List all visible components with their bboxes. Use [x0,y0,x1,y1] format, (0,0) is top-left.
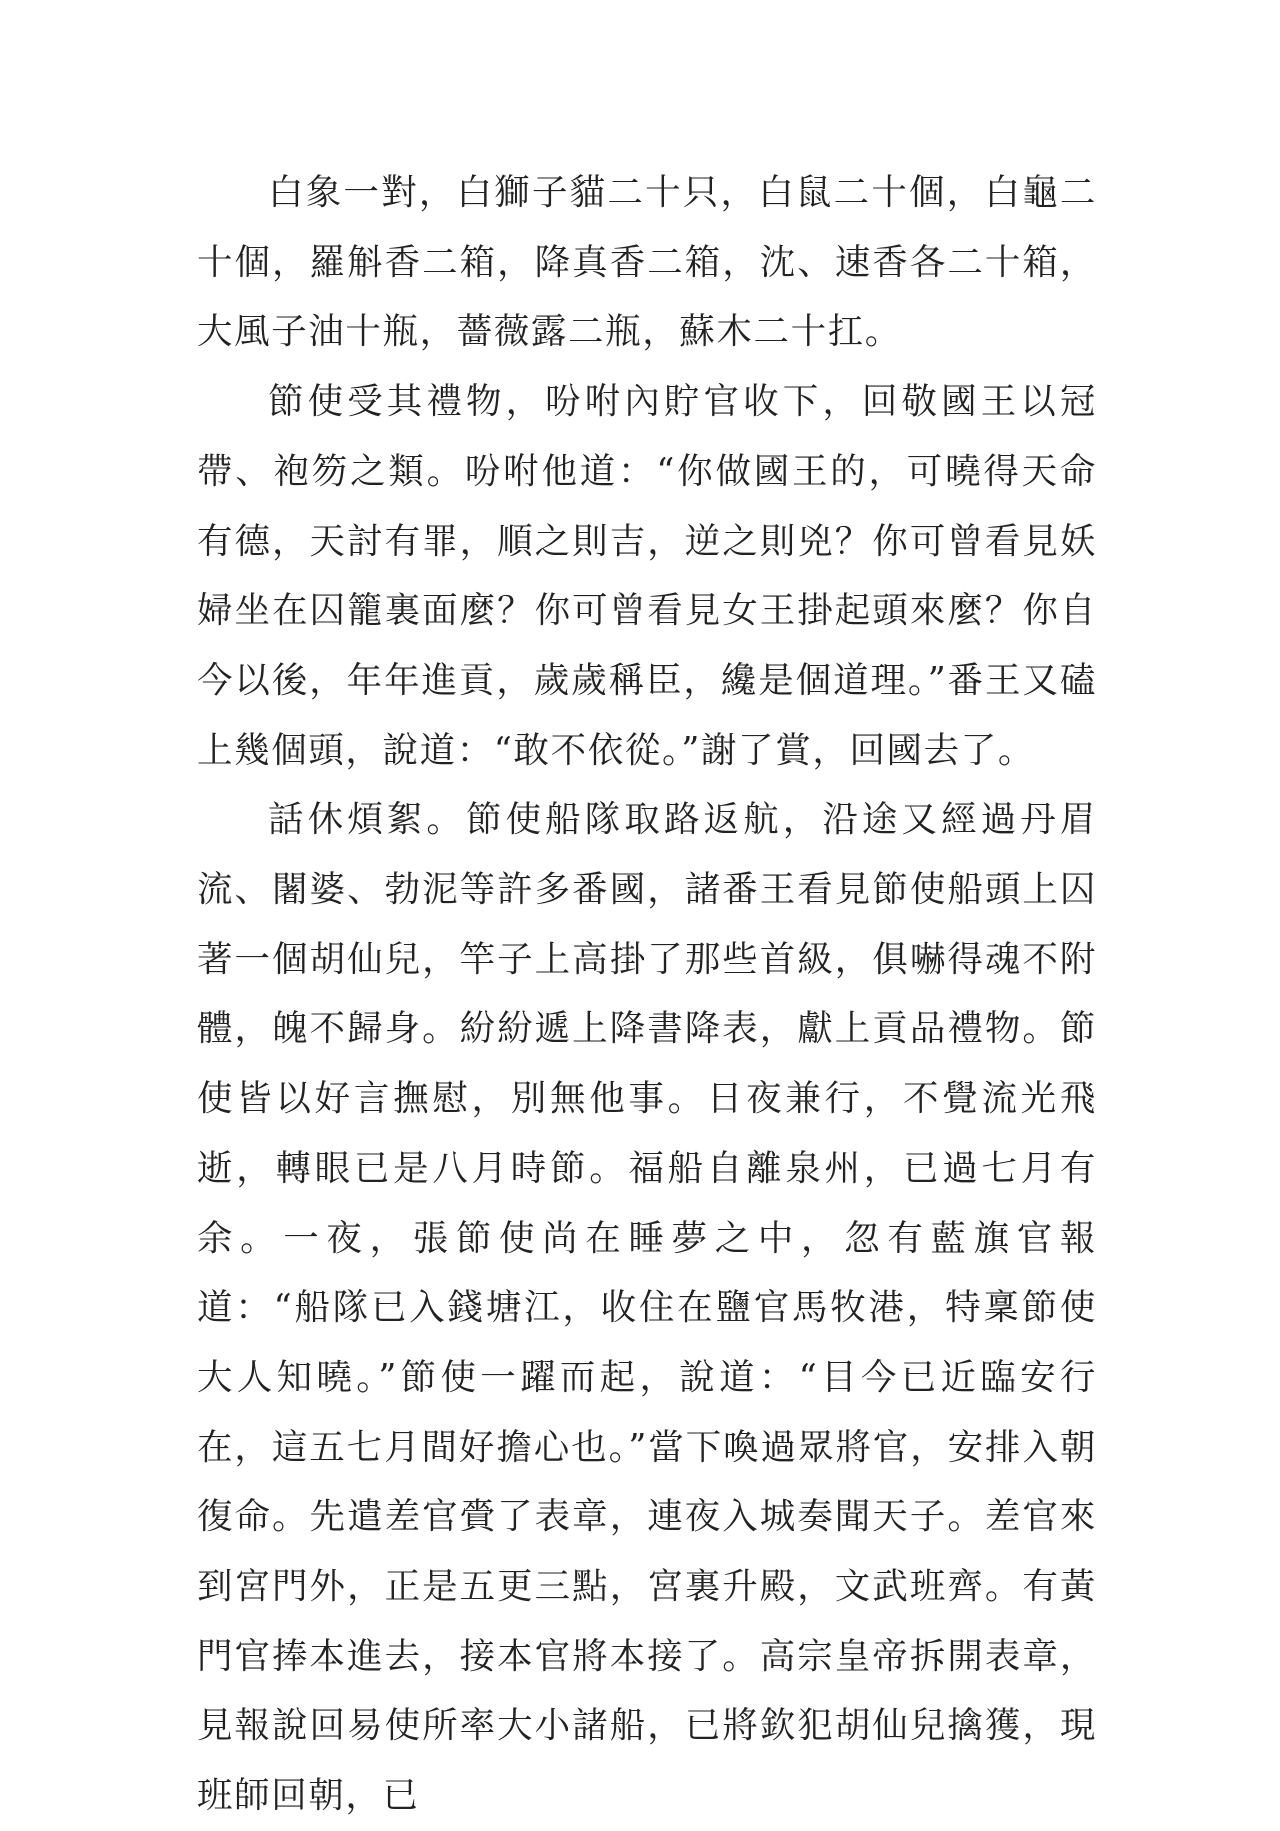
paragraph-envoy-speech: 節使受其禮物，吩咐內貯官收下，回敬國王以冠帶、袍笏之類。吩咐他道：“你做國王的，可曉得天命有德，天討有罪，順之則吉，逆之則兇？你可曾看見妖婦坐在囚籠裏面麼？你可曾看見女王掛起頭來麼？你自今以後，年年進貢，歲歲稱臣，纔是個道理。”番王又磕上幾個頭，說道：“敢不依從。”謝了賞，回國去了。 [197,381,1097,771]
body-text [197,158,1097,1831]
paragraph-tribute-list: 白象一對，白獅子貓二十只，白鼠二十個，白龜二十個，羅斛香二箱，降真香二箱，沈、速香各二十箱，大風子油十瓶，薔薇露二瓶，蘇木二十扛。 [197,172,1097,353]
paragraph-return-voyage: 話休煩絮。節使船隊取路返航，沿途又經過丹眉流、闍婆、勃泥等許多番國，諸番王看見節使船頭上囚著一個胡仙兒，竿子上高掛了那些首級，俱嚇得魂不附體，魄不歸身。紛紛遞上降書降表，獻上貢品禮物。節使皆以好言撫慰，別無他事。日夜兼行，不覺流光飛逝，轉眼已是八月時節。福船自離泉州，已過七月有余。一夜，張節使尚在睡夢之中，忽有藍旗官報道：“船隊已入錢塘江，收住在鹽官馬牧港，特稟節使大人知曉。”節使一躍而起，說道：“目今已近臨安行在，這五七月間好擔心也。”當下喚過眾將官，安排入朝復命。先遣差官賫了表章，連夜入城奏聞天子。差官來到宮門外，正是五更三點，宮裏升殿，文武班齊。有黃門官捧本進去，接本官將本接了。高宗皇帝拆開表章，見報說回易使所率大小諸船，已將欽犯胡仙兒擒獲，現班師回朝，已 [197,799,1097,1817]
